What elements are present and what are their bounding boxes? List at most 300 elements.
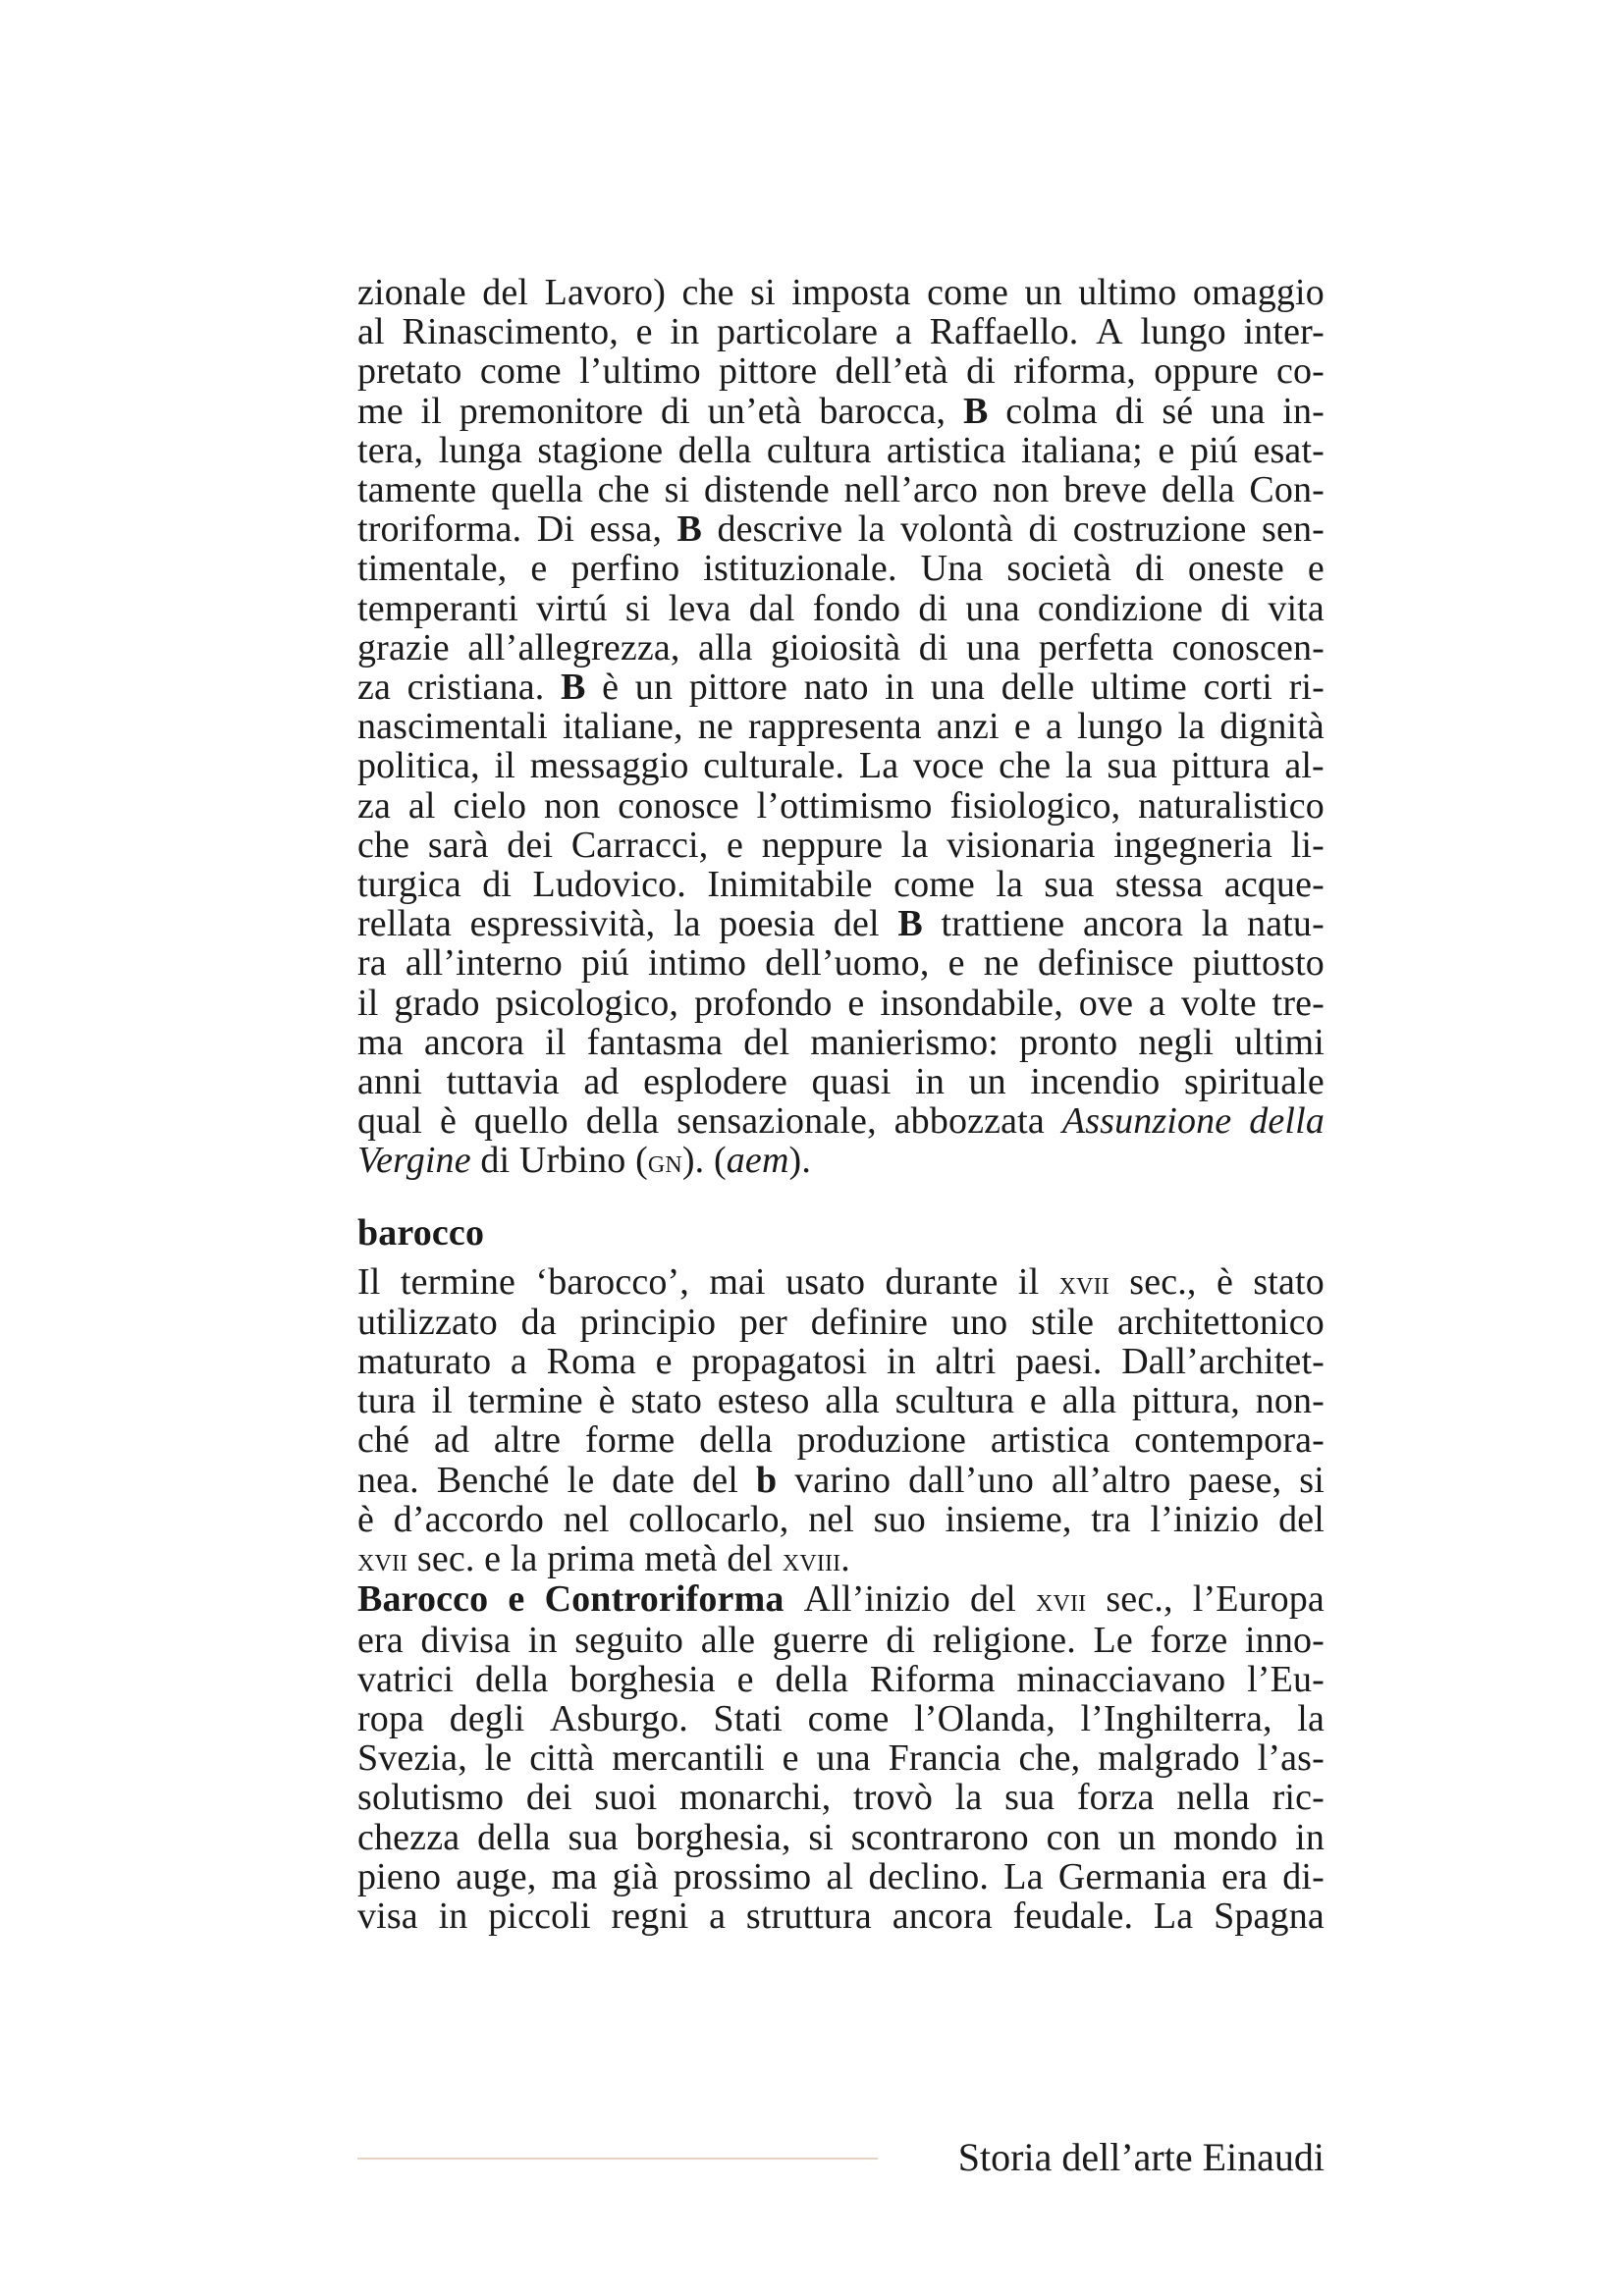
text-word: come [927, 272, 1009, 313]
text-word: era [1221, 1855, 1268, 1897]
text-word: Le [1093, 1619, 1133, 1661]
text-word: neppure [761, 824, 884, 866]
text-word: termine [400, 1260, 516, 1303]
text-word: al- [1284, 745, 1325, 787]
text-word: costruzione [1072, 508, 1247, 551]
text-line [357, 392, 1325, 431]
text-word: l’Inghilterra, [1080, 1697, 1272, 1739]
text-word: a [1149, 982, 1166, 1024]
text-line [357, 1420, 1325, 1460]
small-caps-run: xvii [357, 1540, 408, 1579]
text-word: Dall’architet- [1121, 1341, 1325, 1383]
text-word: ri- [1288, 667, 1325, 709]
text-line [357, 1461, 1325, 1500]
text-word: che, [1018, 1737, 1081, 1780]
text-word: come [893, 864, 975, 906]
text-word: utilizzato [357, 1301, 498, 1343]
text-word: come [479, 350, 562, 393]
text-line [357, 984, 1325, 1023]
text-word: di [966, 350, 996, 393]
text-word: perfetta [1038, 626, 1155, 668]
text-word: imposta [791, 272, 911, 313]
text-word: ric- [1271, 1777, 1325, 1819]
text-word: della [699, 1419, 773, 1462]
text-word: Francia [888, 1737, 1001, 1780]
text-word: cielo [453, 784, 527, 827]
text-word: Roma [546, 1341, 636, 1383]
text-word: spirituale [1184, 1061, 1325, 1103]
text-line [357, 273, 1325, 312]
text-word: ne [697, 706, 733, 748]
text-word: psicologico, [495, 982, 679, 1024]
text-word: e [947, 942, 965, 985]
text-word: tura [357, 1380, 416, 1422]
text-word: quasi [811, 1061, 892, 1103]
text-word: ultimo [1078, 272, 1177, 313]
text-word: fondo [812, 587, 901, 629]
text-word: riforma, [1013, 350, 1136, 393]
text-word: paesi. [1015, 1341, 1103, 1383]
text-line [357, 1381, 1325, 1420]
text-word: la [1297, 1697, 1325, 1739]
text-word: sec., [1129, 1260, 1197, 1303]
text-word: volte [1180, 982, 1257, 1024]
small-caps-run: xviii [782, 1540, 841, 1579]
text-word: sen- [1262, 508, 1325, 551]
text-word: come [807, 1697, 890, 1739]
text-word: pittore [688, 667, 787, 709]
text-word: Spagna [1214, 1895, 1325, 1937]
text-word: troriforma. [357, 508, 522, 551]
text-word: minacciavano [1016, 1658, 1226, 1700]
text-word: tera, [357, 429, 424, 471]
text-word: con [1046, 1816, 1101, 1858]
text-word: società [1006, 548, 1111, 590]
small-caps-run: gn [647, 1142, 682, 1181]
text-word: ché [357, 1419, 410, 1462]
text-word: di [1028, 508, 1058, 551]
text-word: borghesia, [635, 1816, 791, 1858]
text-word: tuttavia [446, 1061, 560, 1103]
text-word: ra [357, 942, 387, 985]
text-line [357, 746, 1325, 785]
text-word: si [750, 272, 776, 313]
text-word: contempora- [1134, 1419, 1325, 1462]
text-word: profondo [693, 982, 833, 1024]
text-word: La [1153, 1895, 1194, 1937]
text-word: fisiologico, [949, 784, 1121, 827]
text-word: Raffaello. [929, 311, 1079, 353]
text-word: collocarlo, [628, 1498, 789, 1540]
text-word: guerre [772, 1619, 869, 1661]
text-word: varino [794, 1459, 892, 1501]
text-word: il [431, 1380, 453, 1422]
text-line [357, 589, 1325, 628]
text-word: a [709, 1895, 727, 1937]
text-word: chezza [357, 1816, 460, 1858]
text-word: l’as- [1257, 1737, 1325, 1780]
text-word: stato [630, 1380, 702, 1422]
text-word: mercantili [612, 1737, 765, 1780]
text-word: piccoli [488, 1895, 591, 1937]
text-line [357, 1857, 1325, 1896]
text-word: struttura [745, 1895, 872, 1937]
text-word: rappresenta [747, 706, 922, 748]
text-word: la [1201, 903, 1229, 945]
text-word: ropa [357, 1697, 425, 1739]
entry-heading: barocco [357, 1211, 485, 1254]
text-word: piú [580, 942, 629, 985]
text-word: volontà [899, 508, 1013, 551]
text-word: oppure [1154, 350, 1259, 393]
text-word: è [602, 667, 620, 709]
text-word: piú [1189, 429, 1238, 471]
text-word: italiana; [1021, 429, 1143, 471]
text-word: degli [449, 1697, 525, 1739]
text-word: mondo [1172, 1816, 1278, 1858]
text-word: e [1013, 706, 1031, 748]
text-word: stessa [1114, 864, 1204, 906]
text-word: tamente [357, 469, 477, 511]
text-word: negli [1138, 1021, 1215, 1063]
text-word: Il [357, 1260, 381, 1303]
text-word: conoscen- [1171, 626, 1325, 668]
text-word: sua [1107, 745, 1158, 787]
text-word: Una [920, 548, 984, 590]
text-word: stato [1253, 1260, 1325, 1303]
text-word: istituzionale. [703, 548, 897, 590]
text-word: dei [525, 1777, 572, 1819]
text-word: Controriforma [544, 1578, 784, 1621]
text-word: una [1211, 390, 1266, 432]
text-word: città [529, 1737, 595, 1780]
text-word: borghesia [569, 1658, 716, 1700]
text-word: cultura [766, 429, 872, 471]
text-word: si [1299, 1459, 1325, 1501]
text-word: condizione [1037, 587, 1204, 629]
text-word: alla [1061, 1380, 1117, 1422]
text-line [357, 1023, 1325, 1062]
text-word: d’accordo [393, 1498, 544, 1540]
text-run: . [840, 1538, 850, 1580]
text-word: paese, [1188, 1459, 1282, 1501]
text-word: piuttosto [1192, 942, 1325, 985]
text-word: solutismo [357, 1777, 505, 1819]
text-line [357, 707, 1325, 746]
text-word: di [918, 587, 948, 629]
text-word: descrive [717, 508, 843, 551]
text-word: conosce [618, 784, 739, 827]
text-word: distende [704, 469, 830, 511]
text-word: Rinascimento, [402, 311, 619, 353]
text-word: rellata [357, 903, 452, 945]
text-word: le [567, 1459, 595, 1501]
text-line [357, 1500, 1325, 1539]
text-line [357, 1818, 1325, 1857]
text-line [357, 904, 1325, 943]
text-word: che [999, 745, 1052, 787]
text-word: particolare [717, 311, 879, 353]
text-line [357, 1303, 1325, 1342]
text-word: produzione [796, 1419, 967, 1462]
text-word: non [992, 469, 1050, 511]
text-line [357, 1101, 1325, 1141]
text-word: anni [357, 1061, 423, 1103]
text-word: stagione [537, 429, 664, 471]
text-word: del [743, 1021, 790, 1063]
text-word: za [357, 784, 392, 827]
text-word: e [635, 311, 653, 353]
text-word: insieme, [945, 1498, 1072, 1540]
text-word: ma [357, 1021, 404, 1063]
text-word: za [357, 667, 392, 709]
text-word: temperanti [357, 587, 518, 629]
text-line [357, 943, 1325, 983]
text-word: durante [885, 1260, 999, 1303]
text-word: usato [785, 1260, 866, 1303]
text-word: suo [873, 1498, 926, 1540]
text-word: sé [1162, 390, 1194, 432]
text-line [357, 826, 1325, 865]
text-line [357, 1579, 1325, 1620]
text-word: lungo [1140, 311, 1226, 353]
text-word: alla [698, 626, 753, 668]
text-word: Germania [1057, 1855, 1207, 1897]
text-word: in- [1282, 390, 1325, 432]
text-word: cristiana. [406, 667, 545, 709]
text-word: a [1045, 706, 1062, 748]
text-word: forme [584, 1419, 676, 1462]
text-word: ancora [423, 1021, 525, 1063]
text-line [357, 865, 1325, 904]
text-word: termine [467, 1380, 583, 1422]
text-word: li- [1290, 824, 1325, 866]
text-word: la [900, 824, 929, 866]
text-word: non- [1255, 1380, 1325, 1422]
text-word: mai [709, 1260, 766, 1303]
text-word: un [968, 1061, 1006, 1103]
text-word: scultura [894, 1380, 1015, 1422]
text-word: A [1096, 311, 1123, 353]
text-word: visionaria [947, 824, 1096, 866]
text-word: un [634, 667, 674, 709]
text-word: del [482, 272, 529, 313]
text-line [357, 1699, 1325, 1738]
text-word: b [755, 1459, 778, 1501]
text-word: della [477, 1816, 551, 1858]
text-word: Svezia, [357, 1737, 467, 1780]
text-word: e [1158, 429, 1175, 471]
text-word: alle [700, 1619, 756, 1661]
text-word: divisa [420, 1619, 512, 1661]
text-word: il [494, 745, 515, 787]
text-word: dall’uno [908, 1459, 1034, 1501]
text-word: nel [563, 1498, 610, 1540]
text-word: del [1278, 1498, 1325, 1540]
text-word: della [474, 1658, 549, 1700]
text-word: e [847, 982, 865, 1024]
text-line [357, 431, 1325, 470]
text-word: a [894, 311, 912, 353]
text-word: e [530, 548, 548, 590]
text-word: pronto [1019, 1021, 1118, 1063]
text-line [357, 509, 1325, 549]
italic-run: Vergine [357, 1140, 471, 1182]
text-word: sua [1044, 864, 1095, 906]
text-word: nato [803, 667, 869, 709]
text-word: colma [1005, 390, 1098, 432]
text-word: abbozzata [893, 1100, 1045, 1143]
text-word: gioiosità [770, 626, 901, 668]
text-word: la [1177, 706, 1206, 748]
text-word: di [660, 390, 690, 432]
footer-title: Storia dell’arte Einaudi [957, 2135, 1325, 2179]
text-word: Con- [1249, 469, 1325, 511]
text-word: la [673, 903, 701, 945]
text-word: esat- [1253, 429, 1325, 471]
text-word: ultime [1090, 667, 1187, 709]
text-line [357, 1738, 1325, 1778]
text-word: nel [808, 1498, 854, 1540]
text-word: in [438, 1895, 468, 1937]
text-word: xvii [1036, 1580, 1087, 1620]
text-word: era [357, 1619, 404, 1661]
text-word: di- [1282, 1855, 1325, 1897]
text-word: La [1003, 1855, 1044, 1897]
text-word: Riforma [869, 1658, 996, 1700]
text-word: esteso [717, 1380, 810, 1422]
text-word: definisce [1037, 942, 1174, 985]
text-word: culturale. [703, 745, 845, 787]
text-word: da [520, 1301, 557, 1343]
text-word: trattiene [941, 903, 1065, 945]
text-word: si [664, 469, 690, 511]
text-word: della [1161, 469, 1235, 511]
text-word: visa [357, 1895, 418, 1937]
text-word: voce [913, 745, 985, 787]
text-word: inter- [1243, 311, 1325, 353]
text-word: Inimitabile [707, 864, 873, 906]
text-word: Ludovico. [532, 864, 686, 906]
text-word: pittore [719, 350, 818, 393]
text-word: Asburgo. [550, 1697, 688, 1739]
italic-run: aem [726, 1140, 789, 1182]
text-word: esplodere [643, 1061, 788, 1103]
text-word: timentale, [357, 548, 508, 590]
text-word: inno- [1244, 1619, 1325, 1661]
text-word: xvii [1058, 1262, 1109, 1302]
text-word: per [738, 1301, 787, 1343]
text-word: il [1017, 1260, 1040, 1303]
text-word: B [897, 903, 923, 945]
text-word: Assunzione [1061, 1100, 1232, 1143]
text-word: e [655, 1341, 673, 1383]
text-word: una [816, 1737, 871, 1780]
text-word: un’età [707, 390, 802, 432]
text-word: la [1065, 745, 1093, 787]
text-line [357, 312, 1325, 351]
text-word: ad [433, 1419, 470, 1462]
text-word: non [543, 784, 601, 827]
text-word: turgica [357, 864, 461, 906]
text-word: la [857, 508, 886, 551]
text-word: al [357, 311, 385, 353]
text-word: la [954, 1777, 983, 1819]
text-word: Carracci, [570, 824, 709, 866]
text-word: ‘barocco’, [535, 1260, 689, 1303]
paragraph-barocco-intro [357, 1262, 1325, 1580]
text-word: leva [668, 587, 731, 629]
text-line [357, 667, 1325, 707]
text-word: scontrarono [850, 1816, 1029, 1858]
text-word: religione. [932, 1619, 1076, 1661]
text-word: in [1295, 1816, 1325, 1858]
text-word: all’interno [405, 942, 563, 985]
text-word: dignità [1219, 706, 1325, 748]
text-word: e [1029, 1380, 1047, 1422]
text-word: natu- [1247, 903, 1325, 945]
text-word: intimo [648, 942, 747, 985]
text-word: sua [568, 1816, 619, 1858]
text-word: sarà [427, 824, 489, 866]
text-word: al [826, 1855, 854, 1897]
text-line [357, 1141, 1325, 1181]
text-word: auge, [456, 1855, 537, 1897]
text-word: Benché [436, 1459, 550, 1501]
text-word: grado [394, 982, 480, 1024]
text-word: al [407, 784, 436, 827]
text-word: all’allegrezza, [467, 626, 680, 668]
text-word: un [1024, 272, 1062, 313]
text-word: Barocco [357, 1578, 489, 1621]
text-word: di [1134, 548, 1164, 590]
text-line [357, 1062, 1325, 1101]
text-word: La [858, 745, 899, 787]
text-word: il [420, 390, 442, 432]
text-word: manierismo: [810, 1021, 999, 1063]
text-word: seguito [574, 1619, 684, 1661]
text-word: una [930, 667, 986, 709]
text-word: delle [1001, 667, 1075, 709]
text-word: forze [1150, 1619, 1228, 1661]
text-word: sua [1004, 1777, 1055, 1819]
text-word: una [965, 587, 1020, 629]
text-word: ingegneria [1113, 824, 1273, 866]
text-word: a [510, 1341, 527, 1383]
text-word: B [962, 390, 989, 432]
text-word: artistica [990, 1419, 1110, 1462]
text-word: date [612, 1459, 676, 1501]
text-word: di [482, 864, 513, 906]
text-word: naturalistico [1138, 784, 1325, 827]
text-word: una [966, 626, 1021, 668]
text-word: quella [491, 469, 583, 511]
text-line [357, 1539, 1325, 1579]
text-line [357, 351, 1325, 391]
text-word: me [357, 390, 404, 432]
text-run: ). [788, 1140, 812, 1182]
text-word: è [439, 1100, 457, 1143]
text-word: della [677, 429, 752, 471]
text-word: anzi [936, 706, 1000, 748]
text-word: tra [1091, 1498, 1131, 1540]
text-word: e [782, 1737, 799, 1780]
text-line [357, 549, 1325, 588]
text-word: l’ultimo [579, 350, 701, 393]
text-word: corti [1203, 667, 1272, 709]
text-word: e [736, 1658, 754, 1700]
text-word: pittura [1171, 745, 1271, 787]
